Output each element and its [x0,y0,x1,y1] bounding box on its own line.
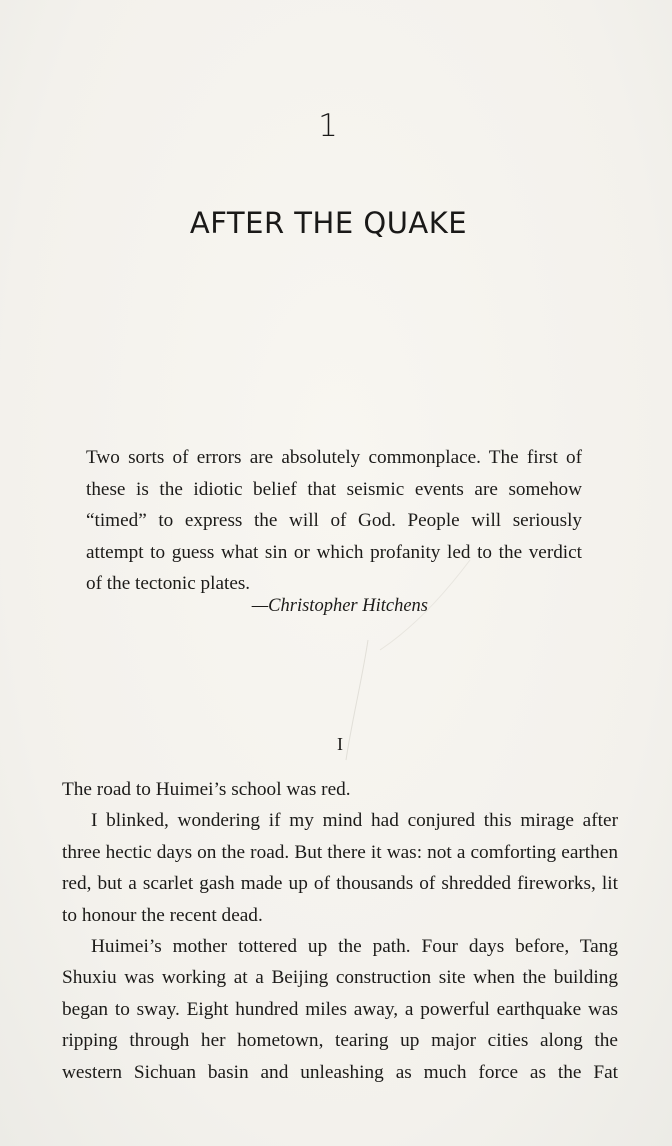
body-text [62,774,618,1088]
paragraph: The road to Huimei’s school was red. [62,779,351,800]
section-mark: I [337,734,343,754]
paragraph: I blinked, wondering if my mind had conjured this mirage after three hectic days on the road. But there it was: not a comforting earthen red, but a scarlet gash made up of thousands of shredded fireworks, lit to honour the recent dead. [62,810,618,926]
epigraph [86,442,582,600]
chapter-number: 1 [318,108,339,144]
epigraph-attribution: —Christopher Hitchens [251,596,428,616]
chapter-title: AFTER THE QUAKE [189,206,468,240]
paragraph: Huimei’s mother tottered up the path. Four days before, Tang Shuxiu was working at a Beijing construction site when the building began to sway. Eight hundred miles away, a powerful earthquake was ripping through her hometown, tearing up major cities along the western Sichuan basin and unleashing as much force as the Fat [62,936,618,1083]
epigraph-text: Two sorts of errors are absolutely commonplace. The first of these is the idiotic belief that seismic events are somehow “timed” to express the will of God. People will seriously attempt to guess what sin or which profanity led to the verdict of the tectonic plates. [86,447,582,594]
